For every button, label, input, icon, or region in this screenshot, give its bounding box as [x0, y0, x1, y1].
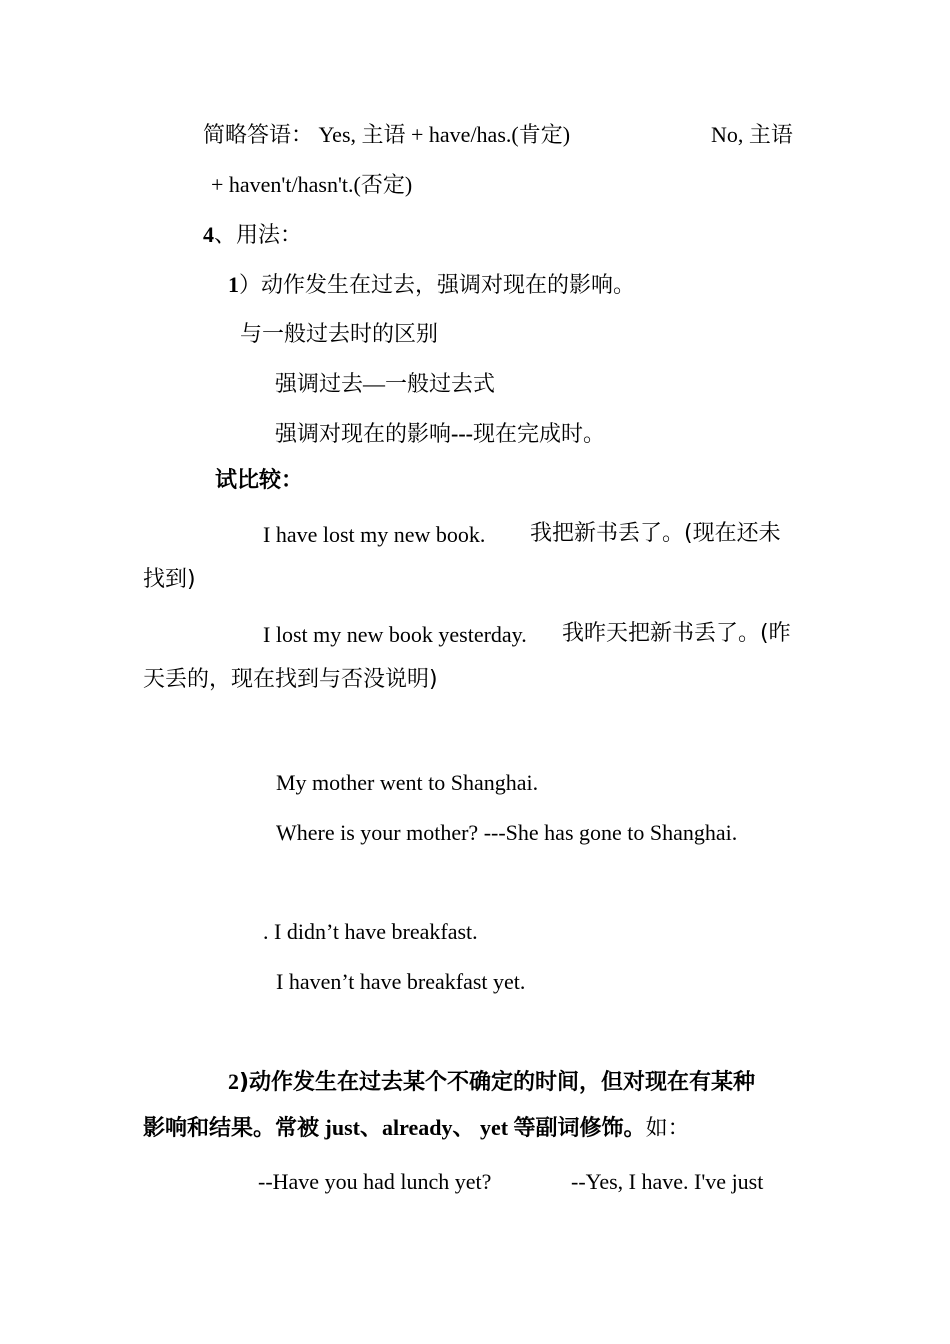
- usage-point-2-adverbs: just、already、 yet: [324, 1115, 509, 1140]
- example-1-chinese-line: [530, 520, 781, 548]
- example-6-line: [276, 968, 525, 996]
- difference-present-perfect-dash: ---: [451, 421, 473, 446]
- example-1-line: [263, 521, 485, 549]
- example-7-question: [258, 1168, 491, 1196]
- short-answer-line: [203, 121, 570, 149]
- example-7-answer-text: --Yes, I have. I've just: [571, 1169, 764, 1194]
- usage-heading: [203, 221, 302, 249]
- example-1-continued: [143, 566, 196, 594]
- example-4-text: Where is your mother? ---She has gone to Shanghai.: [276, 820, 738, 845]
- difference-heading-text: 与一般过去时的区别: [240, 321, 439, 346]
- difference-present-perfect: [275, 420, 605, 448]
- example-3-line: [276, 769, 538, 797]
- usage-point-1: [228, 271, 635, 299]
- usage-point-2-continued-a: 影响和结果。常被: [143, 1116, 320, 1141]
- example-2-line: [263, 621, 527, 649]
- usage-point-2-example-label: 如：: [645, 1115, 690, 1140]
- usage-point-1-text: ）动作发生在过去，强调对现在的影响。: [239, 272, 636, 297]
- usage-point-2: [228, 1068, 755, 1097]
- difference-heading: [240, 320, 438, 348]
- difference-present-perfect-c: 现在完成时。: [473, 421, 606, 446]
- example-6-text: I haven’t have breakfast yet.: [276, 969, 526, 994]
- example-2-continued-text: 天丢的，现在找到与否没说明): [143, 667, 438, 692]
- usage-point-2-text: )动作发生在过去某个不确定的时间，但对现在有某种: [239, 1070, 756, 1095]
- example-7-answer: [571, 1168, 763, 1196]
- example-2-continued: [143, 666, 438, 694]
- compare-heading-text: 试比较：: [215, 468, 304, 493]
- difference-past: [275, 370, 495, 398]
- usage-point-2-continued-c: 等副词修饰。: [513, 1116, 646, 1141]
- usage-point-2-continued: [143, 1114, 690, 1143]
- usage-number: 4: [203, 222, 214, 247]
- usage-point-2-number: 2: [228, 1069, 239, 1094]
- example-4-line: [276, 819, 737, 847]
- short-answer-negative-line: [211, 171, 412, 199]
- example-1-english: I have lost my new book.: [263, 522, 486, 547]
- difference-past-text: 强调过去—一般过去式: [275, 371, 496, 396]
- short-answer-negative-start: [711, 121, 793, 149]
- usage-label: 、用法：: [214, 222, 303, 247]
- example-2-english: I lost my new book yesterday.: [263, 622, 527, 647]
- example-1-chinese: 我把新书丢了。(现在还未: [530, 521, 781, 546]
- example-1-continued-text: 找到): [143, 567, 196, 592]
- example-7-question-text: --Have you had lunch yet?: [258, 1169, 492, 1194]
- example-2-chinese-line: [562, 620, 791, 648]
- usage-point-1-number: 1: [228, 272, 239, 297]
- short-answer-affirmative: 简略答语： Yes, 主语 + have/has.(肯定): [203, 122, 571, 147]
- difference-present-perfect-a: 强调对现在的影响: [275, 421, 452, 446]
- example-2-chinese: 我昨天把新书丢了。(昨: [562, 621, 791, 646]
- example-5-line: [263, 918, 478, 946]
- example-3-text: My mother went to Shanghai.: [276, 770, 539, 795]
- example-5-text: . I didn’t have breakfast.: [263, 919, 478, 944]
- short-answer-negative: + haven't/hasn't.(否定): [211, 172, 413, 197]
- short-answer-negative-text: No, 主语: [711, 122, 793, 147]
- compare-heading: [215, 467, 303, 495]
